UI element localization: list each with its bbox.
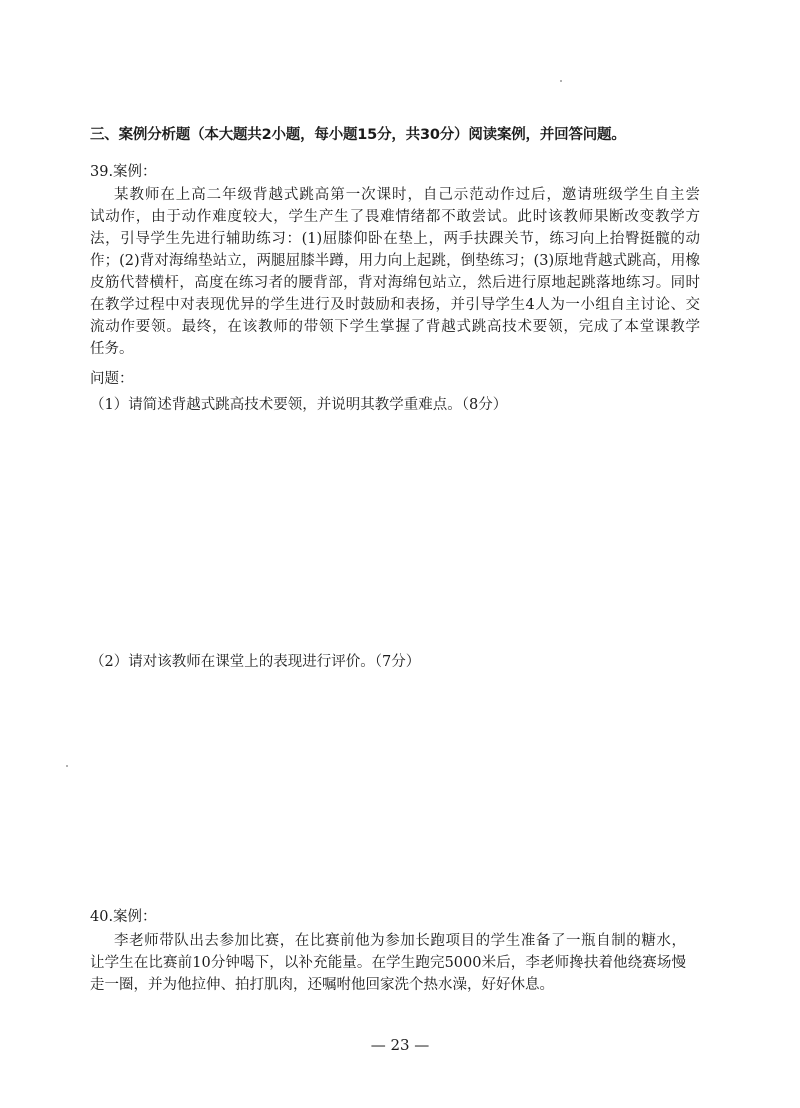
- question-39-case-text: [90, 184, 700, 360]
- section-title: 三、案例分析题（本大题共2小题，每小题15分，共30分）阅读案例，并回答问题。: [90, 127, 626, 143]
- case-line: 法，引导学生先进行辅助练习：(1)屈膝仰卧在垫上，两手扶踝关节，练习向上抬臀挺髋的动: [90, 231, 700, 247]
- case-line: 让学生在比赛前10分钟喝下，以补充能量。在学生跑完5000米后，李老师搀扶着他绕赛场慢: [90, 955, 686, 971]
- page-number: — 23 —: [370, 1036, 430, 1054]
- case-line: 任务。: [90, 341, 134, 357]
- sub-question-1: （1）请简述背越式跳高技术要领，并说明其教学重难点。（8分）: [90, 397, 508, 413]
- sub-question-2: （2）请对该教师在课堂上的表现进行评价。（7分）: [90, 654, 421, 670]
- scan-speck: [66, 765, 68, 767]
- scan-speck: [560, 80, 562, 82]
- question-40-case-text: [90, 930, 686, 996]
- case-line: 皮筋代替横杆，高度在练习者的腰背部，背对海绵包站立，然后进行原地起跳落地练习。同时: [90, 275, 700, 291]
- case-line: 在教学过程中对表现优异的学生进行及时鼓励和表扬，并引导学生4人为一小组自主讨论、交: [90, 297, 700, 313]
- question-40-number: 40.案例：: [90, 909, 157, 925]
- question-39-number: 39.案例：: [90, 164, 157, 180]
- question-label: 问题：: [90, 371, 134, 387]
- case-line: 走一圈，并为他拉伸、拍打肌肉，还嘱咐他回家洗个热水澡，好好休息。: [90, 977, 554, 993]
- case-line: 李老师带队出去参加比赛，在比赛前他为参加长跑项目的学生准备了一瓶自制的糖水，: [114, 933, 686, 949]
- case-line: 流动作要领。最终，在该教师的带领下学生掌握了背越式跳高技术要领，完成了本堂课教学: [90, 319, 700, 335]
- case-line: 试动作，由于动作难度较大，学生产生了畏难情绪都不敢尝试。此时该教师果断改变教学方: [90, 209, 700, 225]
- case-line: 某教师在上高二年级背越式跳高第一次课时，自己示范动作过后，邀请班级学生自主尝: [114, 187, 700, 203]
- case-line: 作；(2)背对海绵垫站立，两腿屈膝半蹲，用力向上起跳，倒垫练习；(3)原地背越式跳高，用橡: [90, 253, 700, 269]
